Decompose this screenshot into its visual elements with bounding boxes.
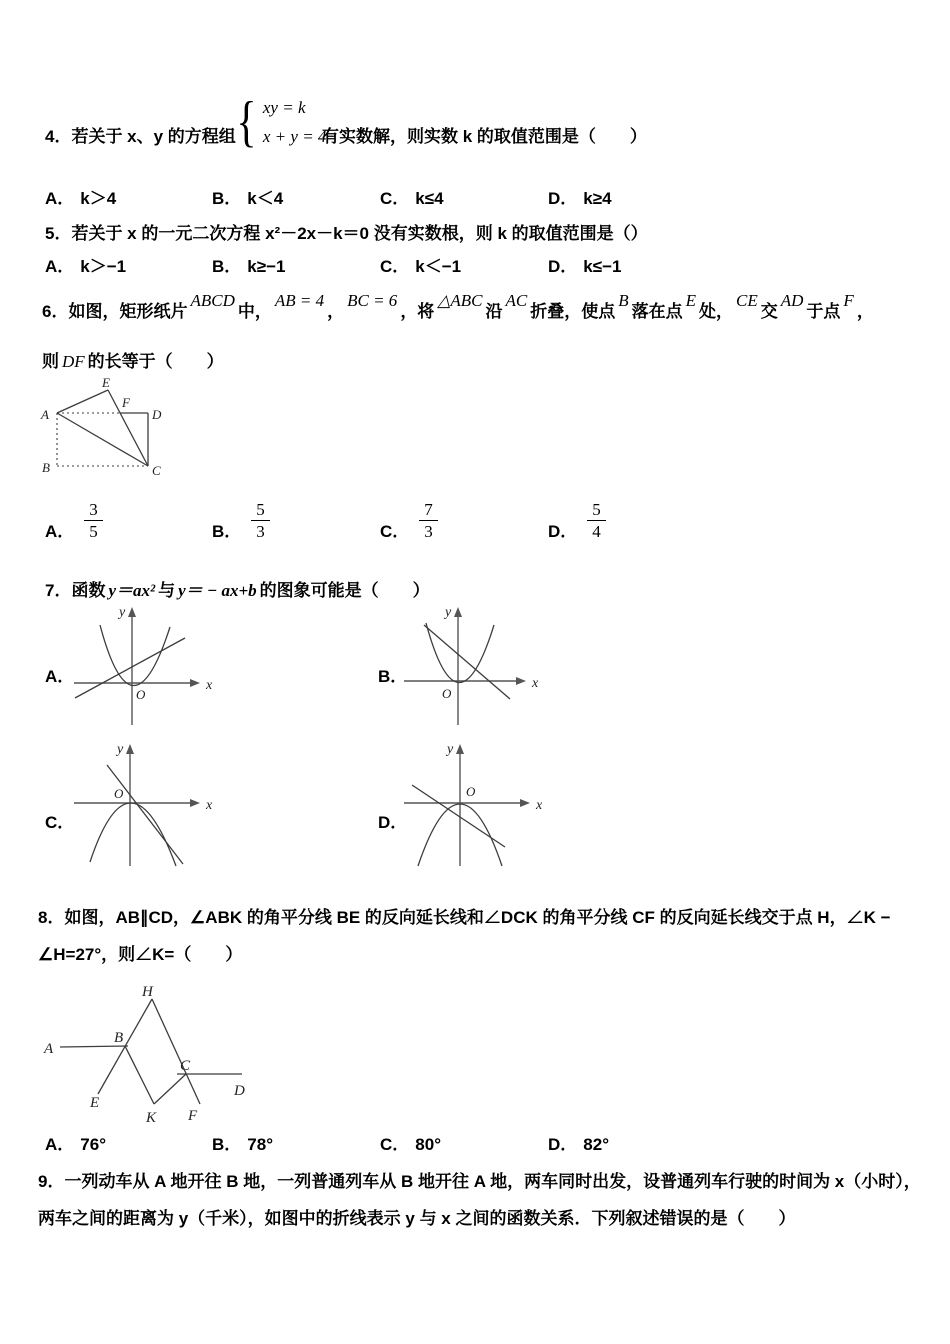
fraction: $\frac{7}{3}$: [419, 499, 438, 542]
q8-label-d: D: [234, 1083, 245, 1099]
q4-system-brace: {: [236, 91, 257, 153]
q9-text-line2: 两车之间的距离为 y（千米），如图中的折线表示 y 与 x 之间的函数关系．下列叙述错误的是（ ）: [38, 1209, 796, 1228]
q4-equation-system: [233, 92, 326, 152]
q8-segment-bk: [125, 1046, 154, 1104]
y-axis-label: y: [117, 742, 124, 757]
q9-text-line1: 9．一列动车从 A 地开往 B 地，一列普通列车从 B 地开往 A 地，两车同时出发，设普通列车行驶的时间为 x（小时），: [38, 1172, 921, 1191]
parabola-up: [426, 623, 494, 683]
q8-label-e: E: [90, 1095, 100, 1111]
x-arrow: [190, 799, 200, 807]
q6-segment-ae: [57, 390, 108, 413]
fraction: $\frac{5}{3}$: [251, 499, 270, 542]
q8-segment-kc: [154, 1074, 186, 1104]
origin-label: O: [442, 686, 452, 701]
q8-options: [45, 1130, 925, 1160]
q6-label-e: E: [102, 376, 110, 390]
q5-option-b: B． k≥−1: [212, 257, 286, 276]
q4-options: [45, 184, 925, 214]
origin-label: O: [136, 687, 146, 702]
q7-text: 7．函数 y＝ax² 与 y＝ − ax+b 的图象可能是（ ）: [45, 581, 430, 600]
q4-text-post: 有实数解，则实数 k 的取值范围是（ ）: [322, 127, 647, 146]
parabola-up: [100, 625, 170, 686]
q8-option-d: D． 82°: [548, 1135, 609, 1154]
straight-line-decreasing: [107, 765, 183, 864]
origin-label: O: [466, 784, 476, 799]
q6-label-c: C: [152, 463, 161, 478]
x-axis-label: x: [536, 798, 543, 813]
y-axis-label: y: [447, 742, 454, 757]
q5-options: [45, 252, 925, 282]
q6-figure-rectangle-fold: [38, 376, 188, 481]
q7-graph-b: [400, 603, 590, 731]
fraction: $\frac{3}{5}$: [84, 499, 103, 542]
q6-option-b: B． $\frac{5}{3}$: [212, 499, 270, 542]
q6-label-b: B: [42, 460, 50, 475]
y-arrow: [454, 607, 462, 617]
q4-text-pre: 4．若关于 x、y 的方程组: [45, 127, 236, 146]
q4-option-b: B． k＜4: [212, 189, 284, 208]
q7-graph-d-label: D．: [378, 813, 408, 832]
q6-options: [45, 490, 925, 542]
q5-option-c: C． k＜−1: [380, 257, 462, 276]
y-arrow: [126, 744, 134, 754]
q7-graph-c-label: C．: [45, 813, 75, 832]
origin-label: O: [114, 786, 124, 801]
y-axis-label: y: [445, 605, 452, 620]
q8-label-a: A: [44, 1041, 54, 1057]
q6-label-f: F: [122, 395, 130, 410]
q5-option-a: A． k＞−1: [45, 257, 127, 276]
q6-option-c: C． $\frac{7}{3}$: [380, 499, 438, 542]
y-arrow: [128, 607, 136, 617]
x-arrow: [190, 679, 200, 687]
q8-line-hcf: [152, 999, 200, 1104]
q7-graph-b-label: B．: [378, 667, 408, 686]
straight-line-decreasing: [412, 785, 505, 847]
q5-option-d: D． k≤−1: [548, 257, 622, 276]
q6-option-d: D． $\frac{5}{4}$: [548, 499, 606, 542]
q7-graph-a: [70, 603, 260, 731]
q8-text-line2: ∠H=27°，则∠K=（ ）: [38, 945, 243, 964]
q8-figure-parallel-lines: [42, 982, 252, 1127]
q5-text: 5．若关于 x 的一元二次方程 x²－2x－k＝0 没有实数根，则 k 的取值范围是（）: [45, 224, 648, 243]
q8-label-b: B: [114, 1030, 124, 1046]
q8-ray-ab: [60, 1046, 128, 1047]
q8-option-c: C． 80°: [380, 1135, 441, 1154]
q6-text-line2: 则 DF 的长等于（ ）: [42, 352, 224, 371]
q7-graph-d: [400, 740, 590, 870]
q7-graph-a-label: A．: [45, 667, 75, 686]
q4-option-a: A． k＞4: [45, 189, 117, 208]
q4-equation-bottom: x + y = 4: [262, 127, 327, 146]
q8-label-k: K: [146, 1110, 157, 1126]
q6-label-a: A: [41, 407, 49, 422]
q4-option-d: D． k≥4: [548, 189, 612, 208]
y-arrow: [456, 744, 464, 754]
x-axis-label: x: [206, 678, 213, 693]
q6-label-d: D: [152, 407, 162, 422]
x-axis-label: x: [532, 676, 539, 691]
q6-option-a: A． $\frac{3}{5}$: [45, 499, 103, 542]
q6-text-line1: 6．如图，矩形纸片ABCD中，AB = 4，BC = 6，将△ABC沿AC折叠，使点B落在点E处，CE交AD于点F，: [42, 291, 874, 321]
fraction: $\frac{5}{4}$: [587, 499, 606, 542]
q8-label-h: H: [142, 984, 153, 1000]
q8-text-line1: 8．如图，AB∥CD，∠ABK 的角平分线 BE 的反向延长线和∠DCK 的角平分线 CF 的反向延长线交于点 H，∠K −: [38, 908, 891, 927]
q8-option-a: A． 76°: [45, 1135, 106, 1154]
q8-option-b: B． 78°: [212, 1135, 273, 1154]
x-arrow: [520, 799, 530, 807]
y-axis-label: y: [119, 605, 126, 620]
q8-label-c: C: [180, 1058, 191, 1074]
parabola-down: [90, 803, 176, 866]
x-arrow: [516, 677, 526, 685]
x-axis-label: x: [206, 798, 213, 813]
straight-line-decreasing: [424, 625, 510, 699]
q8-label-f: F: [188, 1108, 198, 1124]
q4-option-c: C． k≤4: [380, 189, 444, 208]
q4-equation-top: xy = k: [262, 98, 306, 117]
straight-line-increasing: [75, 638, 185, 698]
q7-graph-c: [70, 740, 260, 870]
